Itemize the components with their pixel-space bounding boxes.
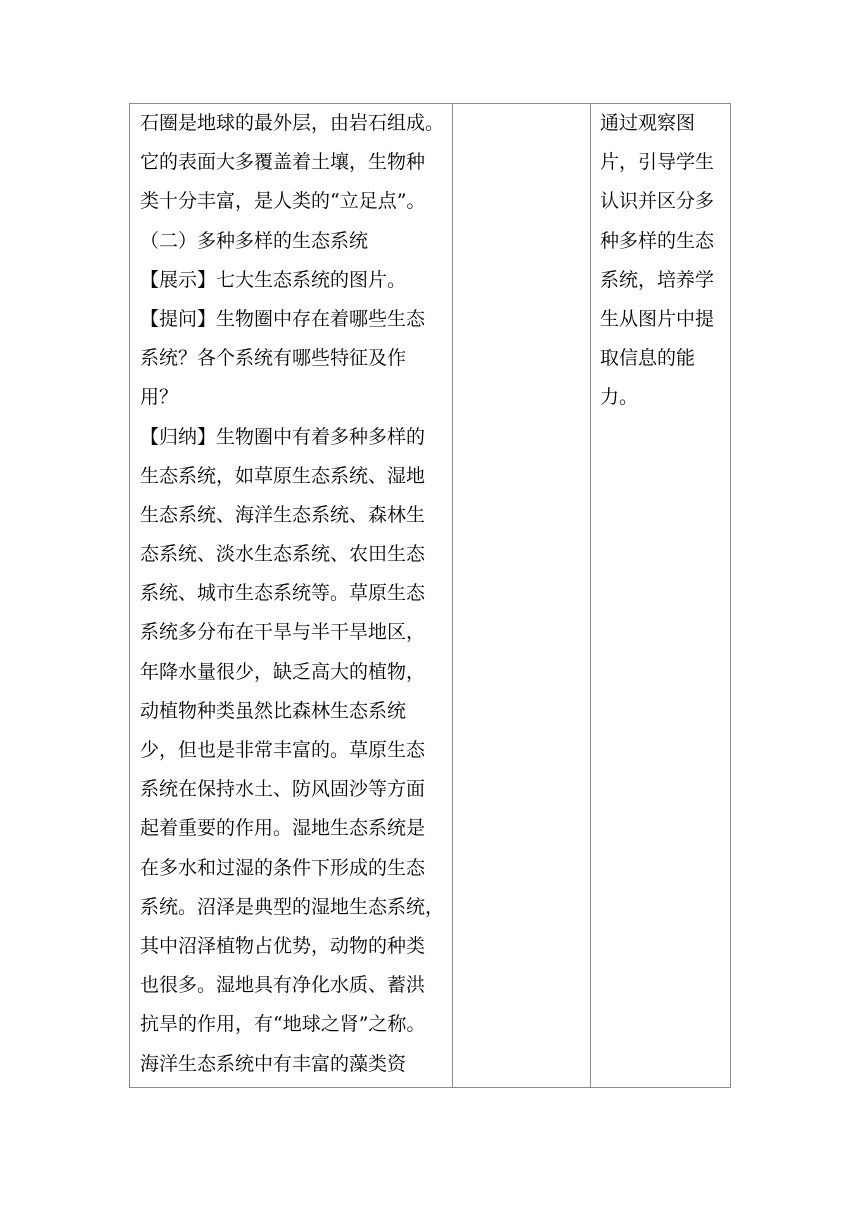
text-line: 抗旱的作用，有“地球之肾”之称。 [140, 1013, 426, 1036]
text-line: 取信息的能 [600, 347, 696, 370]
text-line: 动植物种类虽然比森林生态系统 [140, 699, 407, 722]
text-line: 石圈是地球的最外层，由岩石组成。 [140, 112, 445, 134]
text-line: 【归纳】生物圈中有着多种多样的 [140, 425, 426, 448]
text-line: 系统、城市生态系统等。草原生态 [140, 582, 426, 605]
text-line: 起着重要的作用。湿地生态系统是 [140, 817, 426, 840]
design-intent-column [600, 104, 725, 418]
text-line: 它的表面大多覆盖着土壤，生物种 [140, 151, 426, 174]
lesson-table [129, 103, 731, 1088]
text-line: 认识并区分多 [600, 190, 715, 213]
text-line: 海洋生态系统中有丰富的藻类资 [140, 1052, 407, 1075]
content-column [140, 104, 460, 1084]
text-line: 种多样的生态 [600, 229, 715, 252]
text-line: 也很多。湿地具有净化水质、蓄洪 [140, 974, 426, 997]
column-divider [590, 104, 591, 1087]
text-line: 力。 [600, 386, 639, 409]
text-line: 在多水和过湿的条件下形成的生态 [140, 856, 426, 879]
text-line: 生从图片中提 [600, 307, 715, 330]
text-line: 用？ [140, 386, 179, 409]
text-line: 年降水量很少，缺乏高大的植物， [140, 660, 426, 683]
text-line: 系统在保持水土、防风固沙等方面 [140, 778, 426, 801]
section-heading: （二）多种多样的生态系统 [140, 229, 369, 252]
text-line: 生态系统、海洋生态系统、森林生 [140, 503, 426, 526]
text-line: 通过观察图 [600, 112, 696, 134]
text-line: 系统多分布在干旱与半干旱地区， [140, 621, 426, 644]
text-line: 其中沼泽植物占优势，动物的种类 [140, 934, 426, 957]
text-line: 系统？各个系统有哪些特征及作 [140, 347, 407, 370]
text-line: 少，但也是非常丰富的。草原生态 [140, 739, 426, 761]
text-line: 【提问】生物圈中存在着哪些生态 [140, 307, 426, 330]
text-line: 类十分丰富，是人类的“立足点”。 [140, 190, 426, 213]
text-line: 系统。沼泽是典型的湿地生态系统， [140, 895, 445, 918]
text-line: 系统，培养学 [600, 268, 715, 291]
text-line: 生态系统，如草原生态系统、湿地 [140, 464, 426, 487]
text-line: 态系统、淡水生态系统、农田生态 [140, 543, 426, 566]
text-line: 片，引导学生 [600, 151, 715, 174]
text-line: 【展示】七大生态系统的图片。 [140, 268, 407, 291]
